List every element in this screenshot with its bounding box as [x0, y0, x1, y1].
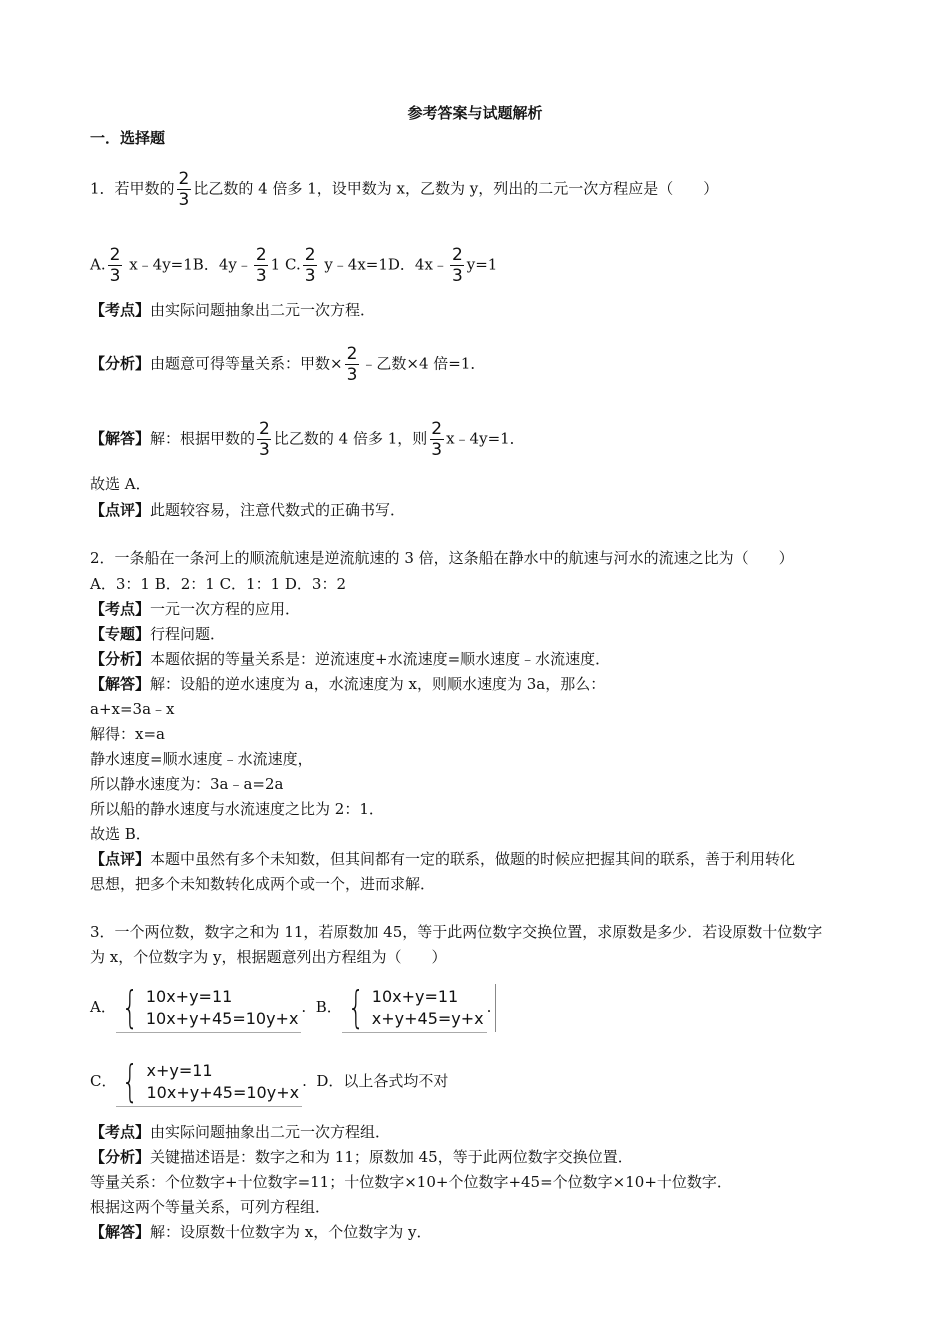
equation-system-a: { 10x+y=11 10x+y+45=10y+x — [116, 984, 302, 1033]
q3-fenxi: 【分析】关键描述语是：数字之和为 11；原数加 45，等于此两位数字交换位置． — [90, 1148, 633, 1166]
q2-zhuanti: 【专题】行程问题． — [90, 625, 226, 643]
q1-stem: 1．若甲数的 $\frac{2}{3}$ 比乙数的 4 倍多 1，设甲数为 x，乙数为 y，列出的二元一次方程应是（ ） — [90, 169, 719, 210]
q2-line-5: 所以船的静水速度与水流速度之比为 2：1． — [90, 800, 384, 818]
q3-line-1: 等量关系：个位数字+十位数字=11；十位数字×10+个位数字+45=个位数字×10+十位数字． — [90, 1173, 732, 1191]
q1-fenxi: 【分析】由题意可得等量关系：甲数× $\frac{2}{3}$ ﹣乙数×4 倍=1． — [90, 344, 486, 385]
q2-fenxi: 【分析】本题依据的等量关系是：逆流速度+水流速度=顺水速度﹣水流速度． — [90, 650, 611, 668]
page-title: 参考答案与试题解析 — [407, 104, 543, 122]
q1-choose: 故选 A． — [90, 475, 151, 493]
q3-options-ab: A． { 10x+y=11 10x+y+45=10y+x . B． { 10x+y=11 x+y+45=y+x . — [90, 982, 496, 1033]
q2-line-4: 所以静水速度为：3a﹣a=2a — [90, 775, 284, 793]
q3-stem-2: 为 x，个位数字为 y，根据题意列出方程组为（ ） — [90, 948, 447, 966]
q2-choose: 故选 B． — [90, 825, 151, 843]
q1-jieda: 【解答】解：根据甲数的 $\frac{2}{3}$ 比乙数的 4 倍多 1，则 $\frac{2}{3}$ x﹣4y=1． — [90, 419, 525, 460]
q3-stem-1: 3．一个两位数，数字之和为 11，若原数加 45，等于此两位数字交换位置，求原数是多少．若设原数十位数字 — [90, 923, 823, 941]
fraction-two-thirds: $\frac{2}{3}$ — [178, 169, 190, 210]
q3-options-cd: C． { x+y=11 10x+y+45=10y+x . D．以上各式均不对 — [90, 1055, 449, 1107]
q2-line-2: 解得：x=a — [90, 725, 165, 743]
q2-dianping-1: 【点评】本题中虽然有多个未知数，但其间都有一定的联系，做题的时候应把握其间的联系，善于利用转化 — [90, 850, 796, 868]
q1-options: A. $\frac{2}{3}$ x﹣4y=1B．4y﹣ $\frac{2}{3}$ 1 C. $\frac{2}{3}$ y﹣4x=1D．4x﹣ $\frac{2}{3}$ y=1 — [90, 245, 498, 286]
q2-line-3: 静水速度=顺水速度﹣水流速度， — [90, 750, 313, 768]
q1-dianping: 【点评】此题较容易，注意代数式的正确书写． — [90, 501, 406, 519]
q2-options: A．3：1 B．2：1 C．1：1 D．3：2 — [90, 575, 347, 593]
q3-jieda: 【解答】解：设原数十位数字为 x，个位数字为 y． — [90, 1223, 432, 1241]
equation-system-b: { 10x+y=11 x+y+45=y+x — [342, 984, 487, 1033]
q2-dianping-2: 思想，把多个未知数转化成两个或一个，进而求解． — [90, 875, 436, 893]
q1-kaodian: 【考点】由实际问题抽象出二元一次方程． — [90, 301, 376, 319]
q2-jieda: 【解答】解：设船的逆水速度为 a，水流速度为 x，则顺水速度为 3a，那么： — [90, 675, 606, 693]
q2-kaodian: 【考点】一元一次方程的应用． — [90, 600, 301, 618]
q2-line-1: a+x=3a﹣x — [90, 700, 175, 718]
section-heading: 一．选择题 — [90, 129, 166, 147]
q3-line-2: 根据这两个等量关系，可列方程组． — [90, 1198, 331, 1216]
q2-stem: 2．一条船在一条河上的顺流航速是逆流航速的 3 倍，这条船在静水中的航速与河水的流速之比为（ ） — [90, 549, 794, 567]
q3-kaodian: 【考点】由实际问题抽象出二元一次方程组． — [90, 1123, 391, 1141]
equation-system-c: { x+y=11 10x+y+45=10y+x — [116, 1058, 302, 1107]
